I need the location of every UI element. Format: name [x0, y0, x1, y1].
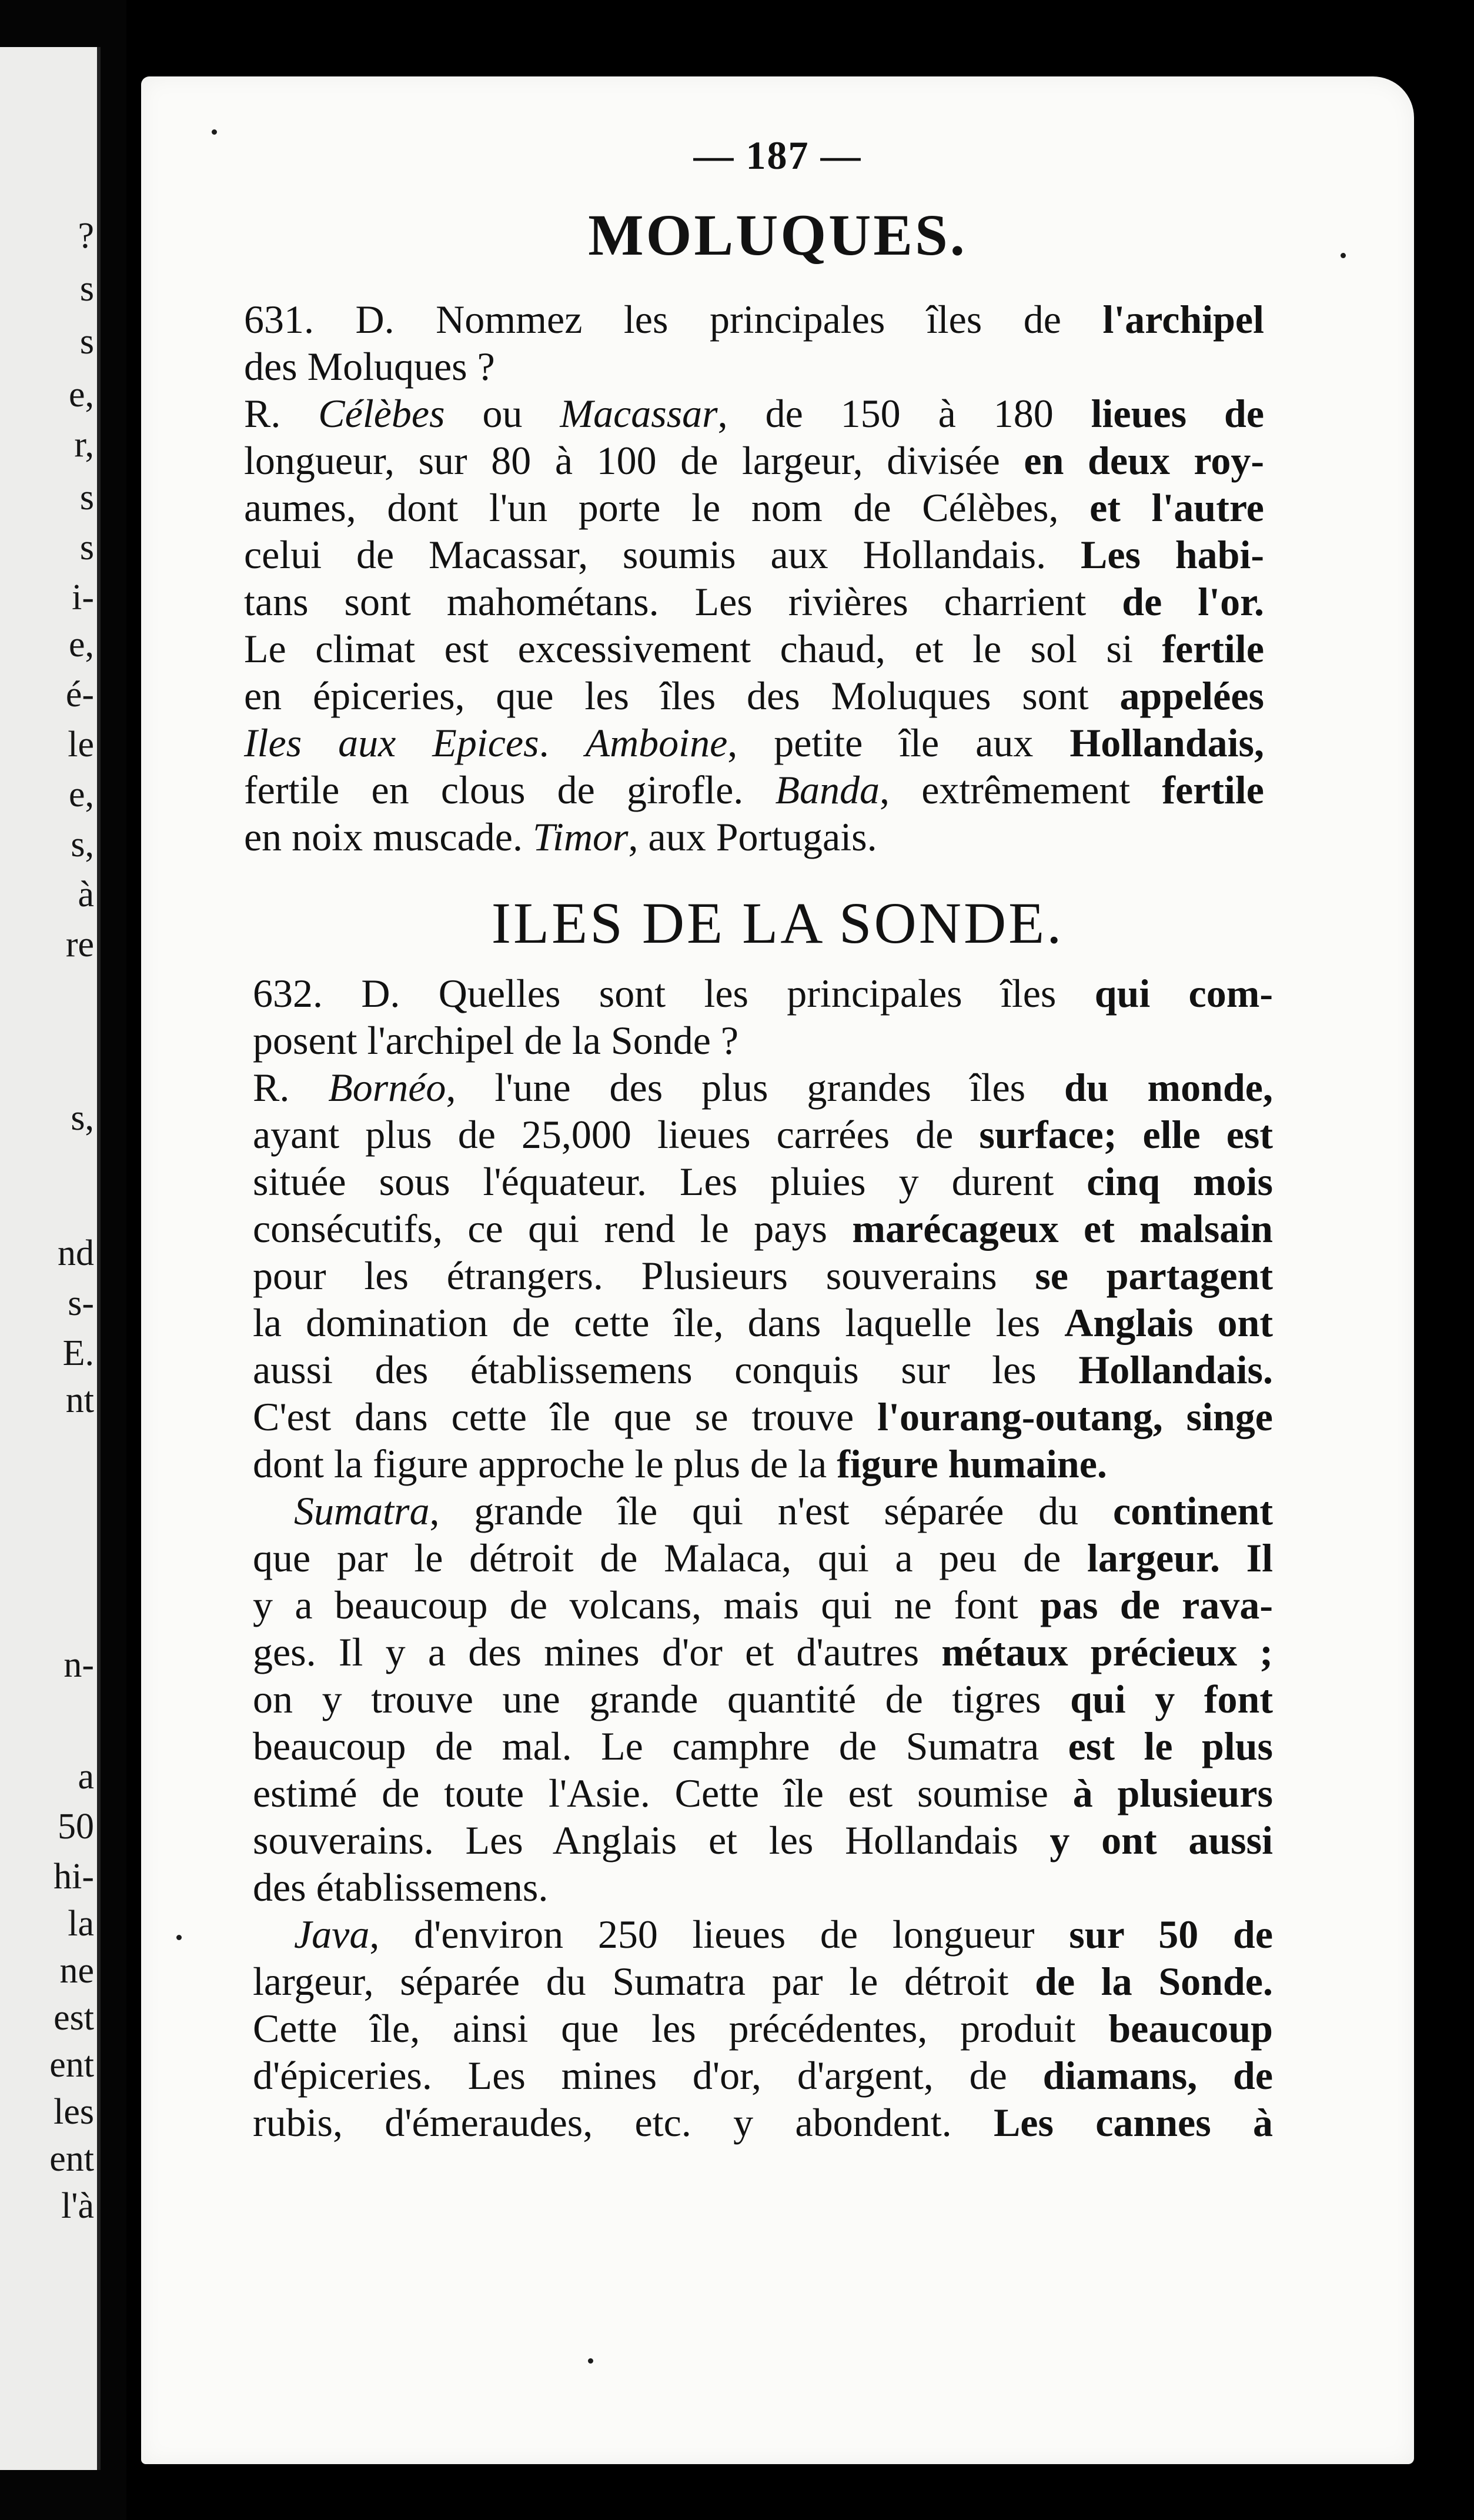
previous-page-fragment: n- — [63, 1647, 94, 1683]
text-line: R. Bornéo, l'une des plus grandes îles du monde, — [253, 1065, 1273, 1110]
text-line: ayant plus de 25,000 lieues carrées de surface; elle est — [253, 1112, 1273, 1157]
previous-page-fragment: s, — [71, 826, 94, 863]
previous-page-fragment: s — [79, 271, 94, 307]
previous-page-fragment: 50 — [58, 1808, 94, 1845]
text-line: Cette île, ainsi que les précédentes, produit beaucoup — [253, 2006, 1273, 2051]
previous-page-fragment: ne — [59, 1952, 94, 1989]
text-line: C'est dans cette île que se trouve l'ourang-outang, singe — [253, 1394, 1273, 1439]
previous-page-fragment: e, — [68, 376, 94, 413]
section-heading-moluques: MOLUQUES. — [588, 202, 967, 268]
text-line: y a beaucoup de volcans, mais qui ne font pas de rava- — [253, 1583, 1273, 1627]
text-line: la domination de cette île, dans laquelle les Anglais ont — [253, 1300, 1273, 1345]
previous-page-fragment: les — [54, 2094, 94, 2130]
text-line: que par le détroit de Malaca, qui a peu de largeur. Il — [253, 1536, 1273, 1580]
previous-page-fragment: s, — [71, 1100, 94, 1136]
previous-page-fragment: hi- — [54, 1858, 94, 1895]
section-heading-sonde: ILES DE LA SONDE. — [491, 890, 1064, 956]
text-line: Iles aux Epices. Amboine, petite île aux Hollandais, — [244, 720, 1264, 765]
previous-page-fragment: ? — [78, 218, 94, 254]
text-line: estimé de toute l'Asie. Cette île est soumise à plusieurs — [253, 1771, 1274, 1815]
previous-page-edge — [0, 47, 101, 2470]
text-line: R. Célèbes ou Macassar, de 150 à 180 lieues de — [244, 391, 1264, 436]
text-line: Sumatra, grande île qui n'est séparée du continent — [294, 1488, 1273, 1533]
text-line: située sous l'équateur. Les pluies y durent cinq mois — [253, 1159, 1273, 1204]
text-line: en épiceries, que les îles des Moluques sont appelées — [244, 673, 1264, 718]
previous-page-fragment: r, — [74, 426, 94, 463]
text-line: rubis, d'émeraudes, etc. y abondent. Les cannes à — [253, 2100, 1273, 2145]
text-line: Java, d'environ 250 lieues de longueur sur 50 de — [294, 1912, 1274, 1957]
previous-page-fragment: est — [54, 2000, 94, 2036]
previous-page-fragment: s — [79, 479, 94, 516]
text-line: ges. Il y a des mines d'or et d'autres métaux précieux ; — [253, 1630, 1273, 1674]
text-line: fertile en clous de girofle. Banda, extrêmement fertile — [244, 767, 1264, 812]
ink-speck — [176, 1935, 182, 1940]
previous-page-fragment: s- — [68, 1285, 94, 1321]
previous-page-fragment: nd — [58, 1235, 94, 1271]
text-line: en noix muscade. Timor, aux Portugais. — [244, 815, 877, 859]
book-page — [141, 76, 1414, 2464]
text-line: tans sont mahométans. Les rivières charrient de l'or. — [244, 579, 1265, 624]
previous-page-fragment: ent — [49, 2047, 94, 2083]
text-line: aussi des établissemens conquis sur les Hollandais. — [253, 1347, 1273, 1392]
text-line: des Moluques ? — [244, 344, 495, 389]
previous-page-fragment: E. — [62, 1335, 94, 1371]
previous-page-fragment: re — [65, 926, 94, 963]
previous-page-fragment: la — [68, 1905, 94, 1942]
text-line: dont la figure approche le plus de la figure humaine. — [253, 1441, 1107, 1486]
previous-page-fragment: s — [79, 529, 94, 566]
previous-page-fragment: i- — [72, 579, 94, 616]
previous-page-fragment: a — [78, 1758, 94, 1795]
text-line: aumes, dont l'un porte le nom de Célèbes, et l'autre — [244, 485, 1264, 530]
text-line: largeur, séparée du Sumatra par le détroit de la Sonde. — [253, 1959, 1273, 2004]
text-line: 631. D. Nommez les principales îles de l'archipel — [244, 297, 1264, 342]
previous-page-fragment: ent — [49, 2141, 94, 2177]
previous-page-fragment: s — [79, 323, 94, 360]
previous-page-fragment: nt — [65, 1382, 94, 1418]
previous-page-fragment: e, — [68, 626, 94, 663]
text-line: posent l'archipel de la Sonde ? — [253, 1018, 739, 1063]
previous-page-fragment: l'à — [61, 2188, 94, 2224]
text-line: beaucoup de mal. Le camphre de Sumatra est le plus — [253, 1724, 1273, 1768]
text-line: 632. D. Quelles sont les principales îles qui com- — [253, 971, 1274, 1016]
text-line: des établissemens. — [253, 1865, 549, 1910]
text-line: longueur, sur 80 à 100 de largeur, divisée en deux roy- — [244, 438, 1265, 483]
text-line: d'épiceries. Les mines d'or, d'argent, de diamans, de — [253, 2053, 1273, 2098]
text-line: celui de Macassar, soumis aux Hollandais. Les habi- — [244, 532, 1264, 577]
previous-page-fragment: le — [68, 726, 94, 763]
ink-speck — [588, 2358, 593, 2364]
previous-page-fragment: e, — [68, 776, 94, 813]
text-line: on y trouve une grande quantité de tigres qui y font — [253, 1677, 1273, 1721]
text-line: Le climat est excessivement chaud, et le sol si fertile — [244, 626, 1264, 671]
page-number: — 187 — — [693, 133, 862, 178]
text-line: pour les étrangers. Plusieurs souverains se partagent — [253, 1253, 1273, 1298]
previous-page-fragment: é- — [65, 676, 94, 713]
text-line: consécutifs, ce qui rend le pays marécageux et malsain — [253, 1206, 1273, 1251]
previous-page-fragment: à — [78, 876, 94, 913]
text-line: souverains. Les Anglais et les Hollandais y ont aussi — [253, 1818, 1273, 1863]
